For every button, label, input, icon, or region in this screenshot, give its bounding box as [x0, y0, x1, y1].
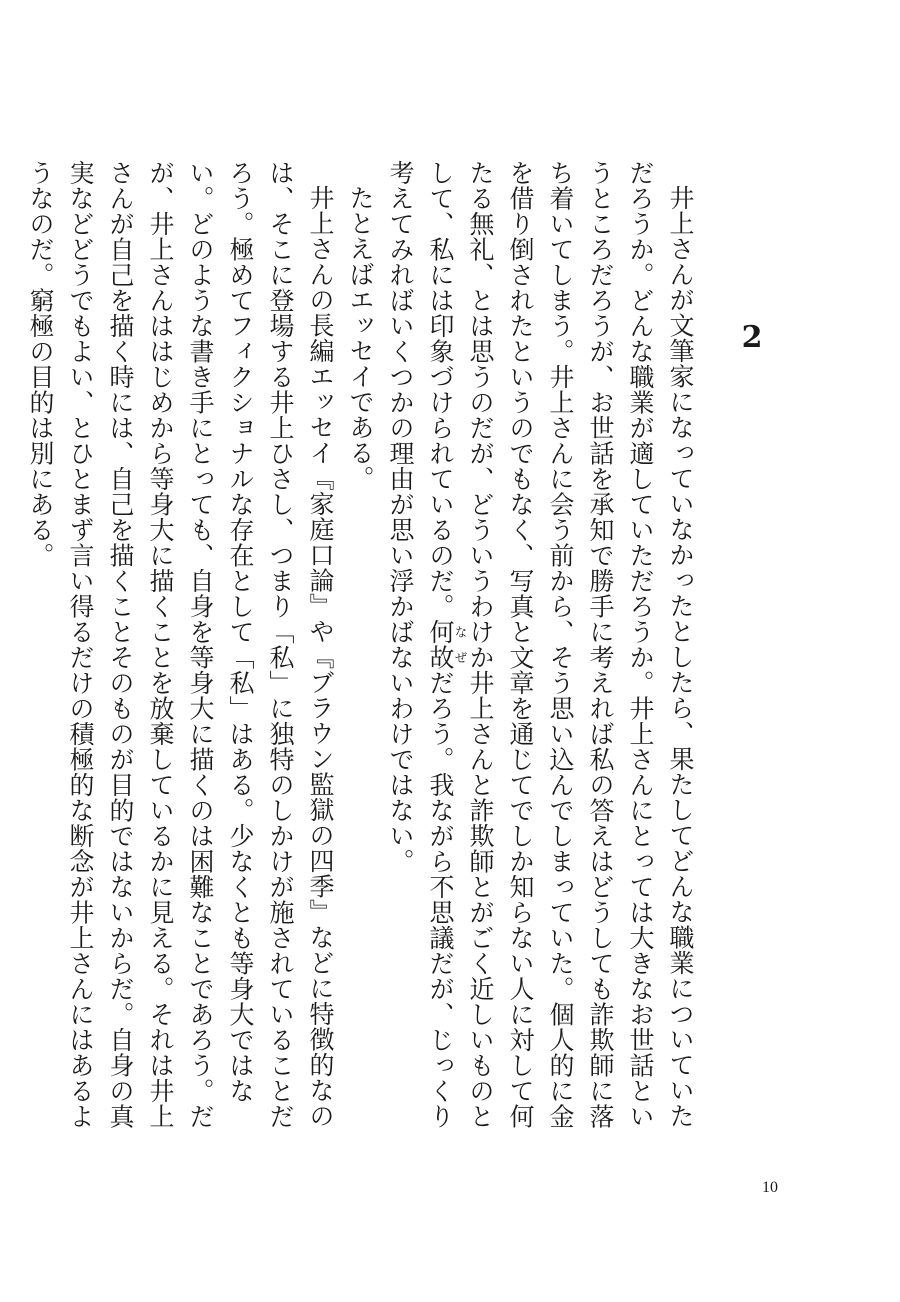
- body-text: [26, 160, 700, 1140]
- paragraph: 井上さんの長編エッセイ『家庭口論』や『ブラウン監獄の四季』などに特徴的なのは、そこに登場する井上ひさし、つまり「私」に独特のしかけが施されていることだろう。極めてフィクショナルな存在として「私」はある。少なくとも等身大ではない。どのような書き手にとっても、自身を等身大に描くのは困難なことであろう。だが、井上さんははじめから等身大に描くことを放棄しているかに見える。それは井上さんが自己を描く時には、自己を描くことそのものが目的ではないからだ。自身の真実などどうでもよい、とひとまず言い得るだけの積極的な断念が井上さんにはあるようなのだ。窮極の目的は別にある。: [26, 160, 335, 1129]
- ruby-annotation: [426, 619, 468, 670]
- paragraph-text: 井上さんが文筆家になっていなかったとしたら、果たしてどんな職業についていただろうか。どんな職業が適していただろうか。井上さんにとっては大きなお世話というところだろうが、お世話を承知で勝手に考えれば私の答えはどうしても詐欺師に落ち着いてしまう。井上さんに会う前から、そう思い込んでしまっていた。個人的に金を借り倒されたというのでもなく、写真と文章を通じてでしか知らない人に対して何たる無礼、とは思うのだが、どういうわけか井上さんと詐欺師とがごく近しいものとして、私には印象づけられているのだ。: [426, 160, 695, 1129]
- chapter-number: 2: [741, 320, 763, 355]
- paragraph-text-tail: だろう。我ながら不思議だが、じっくり考えてみればいくつかの理由が思い浮かばないわけではない。: [386, 160, 455, 1129]
- ruby-reading: なぜ: [453, 619, 468, 670]
- paragraph: たとえばエッセイである。: [346, 185, 375, 491]
- page-number: 10: [762, 1179, 778, 1196]
- paragraph: [380, 160, 700, 1140]
- ruby-base: 何故: [426, 619, 455, 670]
